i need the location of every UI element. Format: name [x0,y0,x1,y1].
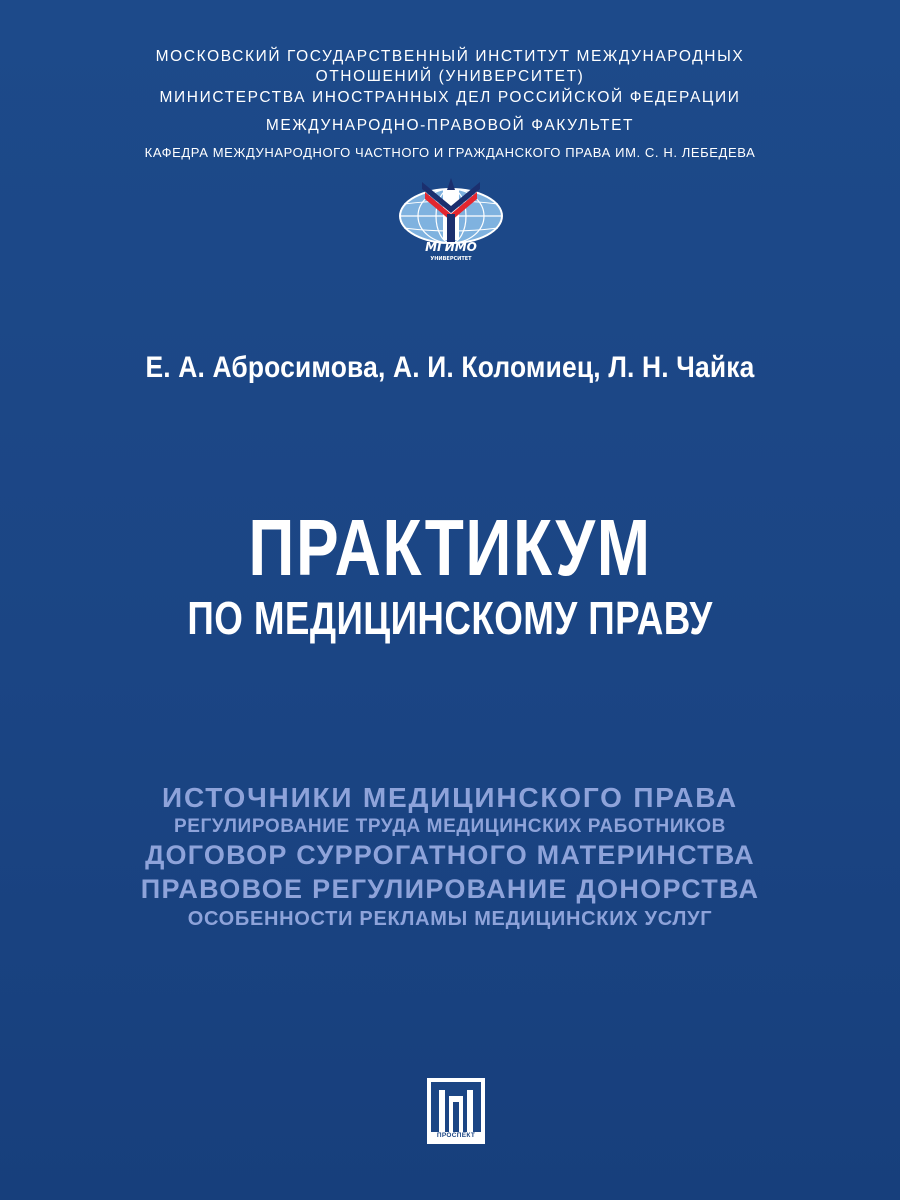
topic-item: ОСОБЕННОСТИ РЕКЛАМЫ МЕДИЦИНСКИХ УСЛУГ [187,908,713,930]
institution-line-1: МОСКОВСКИЙ ГОСУДАРСТВЕННЫЙ ИНСТИТУТ МЕЖДУНАРОДНЫХ [155,48,745,65]
book-subtitle: ПО МЕДИЦИНСКОМУ ПРАВУ [187,592,713,644]
mgimo-emblem-icon [398,176,504,264]
faculty-name: МЕЖДУНАРОДНО-ПРАВОВОЙ ФАКУЛЬТЕТ [265,117,635,134]
topics-list [0,784,900,929]
publisher-name: ПРОСПЕКТ [436,1132,476,1139]
logo-caption: УНИВЕРСИТЕТ [430,256,472,262]
institution-line-2: ОТНОШЕНИЙ (УНИВЕРСИТЕТ) [315,68,585,85]
topic-item: ДОГОВОР СУРРОГАТНОГО МАТЕРИНСТВА [145,840,755,870]
authors: Е. А. Абросимова, А. И. Коломиец, Л. Н. Чайка [145,351,755,384]
topic-item: ИСТОЧНИКИ МЕДИЦИНСКОГО ПРАВА [162,782,738,813]
topic-item: ПРАВОВОЕ РЕГУЛИРОВАНИЕ ДОНОРСТВА [140,874,760,904]
book-title: ПРАКТИКУМ [248,503,652,592]
logo-name: МГИМО [425,240,477,254]
department-name: КАФЕДРА МЕЖДУНАРОДНОГО ЧАСТНОГО И ГРАЖДАНСКОГО ПРАВА ИМ. С. Н. ЛЕБЕДЕВА [144,145,756,160]
institution-line-3: МИНИСТЕРСТВА ИНОСТРАННЫХ ДЕЛ РОССИЙСКОЙ ФЕДЕРАЦИИ [159,89,741,106]
topic-item: РЕГУЛИРОВАНИЕ ТРУДА МЕДИЦИНСКИХ РАБОТНИКОВ [174,816,726,837]
